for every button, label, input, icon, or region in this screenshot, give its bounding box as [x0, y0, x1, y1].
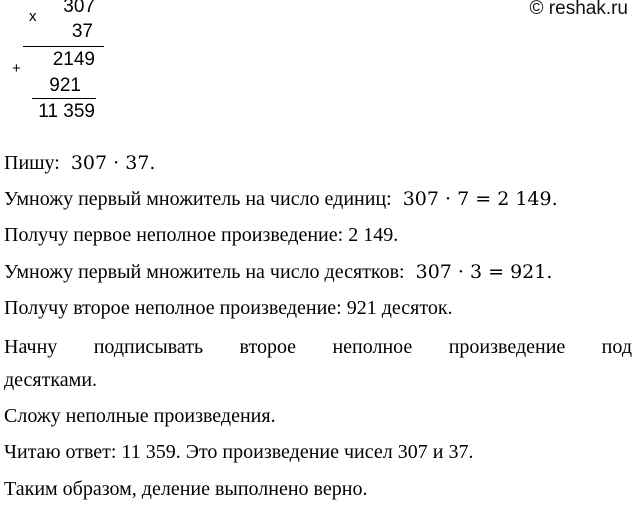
line-10-text: Таким образом, деление выполнено верно.: [4, 477, 368, 500]
line-9: [4, 437, 632, 467]
line-1: [4, 148, 632, 178]
line-8: [4, 401, 632, 431]
line-2-text: Умножу первый множитель на число единиц:: [4, 188, 392, 211]
line-7-text: десятками.: [4, 368, 98, 391]
line-3: [4, 220, 632, 250]
line-1-text: Пишу:: [4, 152, 60, 174]
line-9-text: Читаю ответ: 11 359. Это произведение чисел 307 и 37.: [4, 441, 474, 464]
line-5-text: Получу второе неполное произведение: 921 десяток.: [4, 296, 453, 319]
rule-under-factors: [23, 46, 104, 47]
line-2: [4, 184, 632, 214]
line-4-text: Умножу первый множитель на число десятков:: [4, 260, 405, 283]
line-3-text: Получу первое неполное произведение: 2 149.: [4, 224, 399, 247]
plus-sign: +: [12, 60, 21, 77]
watermark: © reshak.ru: [529, 0, 628, 19]
line-4: [4, 257, 632, 287]
rule-under-partials: [32, 98, 96, 99]
line-8-text: Сложу неполные произведения.: [4, 405, 276, 428]
column-multiplication: [0, 0, 120, 125]
line-1-math: 307 · 37.: [70, 152, 156, 174]
multiplier: 37: [71, 21, 93, 42]
line-10: [4, 474, 632, 504]
multiply-sign: x: [29, 8, 37, 25]
multiplicand: 307: [63, 0, 95, 17]
explanation: [4, 148, 632, 510]
line-5: [4, 293, 632, 323]
partial-product-1: 2149: [52, 49, 95, 70]
final-product: 11 359: [38, 101, 95, 122]
line-6: Начну подписывать второе неполное произведение под: [4, 335, 632, 358]
line-7: [4, 365, 632, 395]
partial-product-2: 921: [49, 75, 81, 96]
line-4-math: 307 · 3 = 921.: [415, 260, 553, 283]
line-2-math: 307 · 7 = 2 149.: [402, 188, 558, 211]
